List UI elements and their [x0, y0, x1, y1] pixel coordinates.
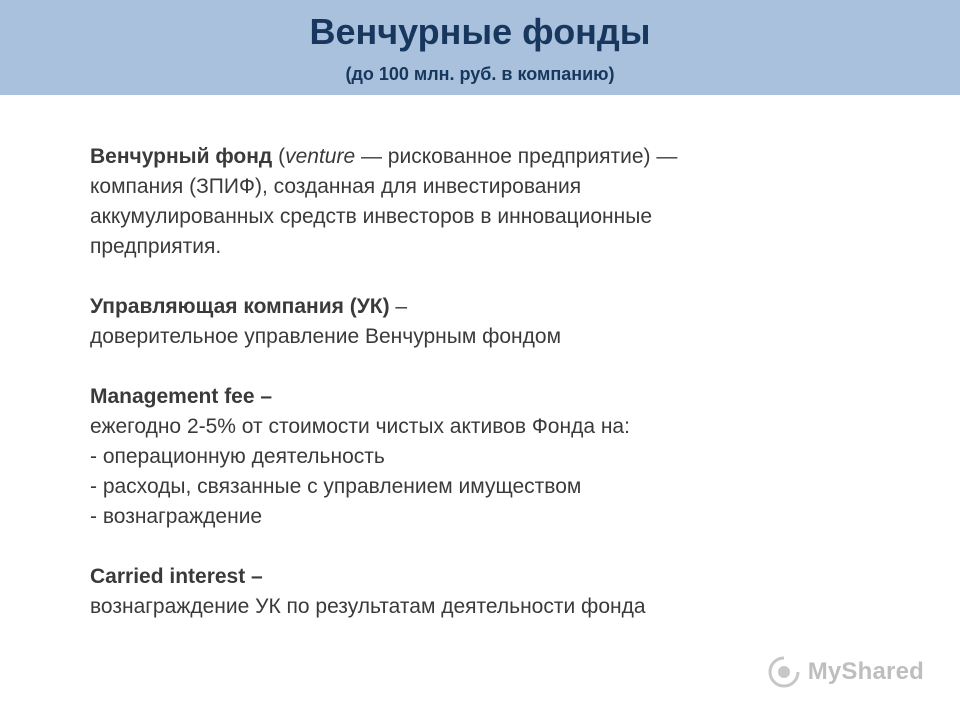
page-title: Венчурные фонды: [309, 11, 651, 52]
definition-line: компания (ЗПИФ), созданная для инвестирования: [90, 175, 582, 198]
term-management-company: Управляющая компания (УК): [90, 295, 390, 318]
list-item: - вознаграждение: [90, 505, 263, 528]
list-item: - расходы, связанные с управлением имуществом: [90, 475, 582, 498]
definition-line: доверительное управление Венчурным фондом: [90, 325, 562, 348]
watermark-text: MyShared: [807, 658, 924, 685]
myshared-logo-icon: [768, 656, 800, 688]
definition-text: — рискованное предприятие) —: [355, 145, 678, 168]
myshared-watermark: [768, 652, 924, 692]
carried-interest-definition: [90, 562, 890, 622]
definition-line: ежегодно 2-5% от стоимости чистых активов Фонда на:: [90, 415, 630, 438]
foreign-word: venture: [285, 145, 356, 168]
definition-line: аккумулированных средств инвесторов в инновационные: [90, 205, 653, 228]
venture-fund-definition: [90, 142, 890, 262]
management-company-definition: [90, 292, 890, 352]
term-management-fee: Management fee –: [90, 385, 273, 408]
slide-body: [90, 142, 890, 622]
definition-line: вознаграждение УК по результатам деятельности фонда: [90, 595, 646, 618]
management-fee-definition: [90, 382, 890, 532]
term-venture-fund: Венчурный фонд: [90, 145, 273, 168]
open-paren: (: [272, 145, 286, 168]
definition-line: [90, 292, 890, 322]
page-subtitle: (до 100 млн. руб. в компанию): [345, 64, 615, 84]
list-item: - операционную деятельность: [90, 445, 385, 468]
definition-line: [90, 142, 890, 172]
dash: –: [389, 295, 408, 318]
definition-line: предприятия.: [90, 235, 222, 258]
term-carried-interest: Carried interest –: [90, 565, 263, 588]
header-band: [0, 0, 960, 95]
